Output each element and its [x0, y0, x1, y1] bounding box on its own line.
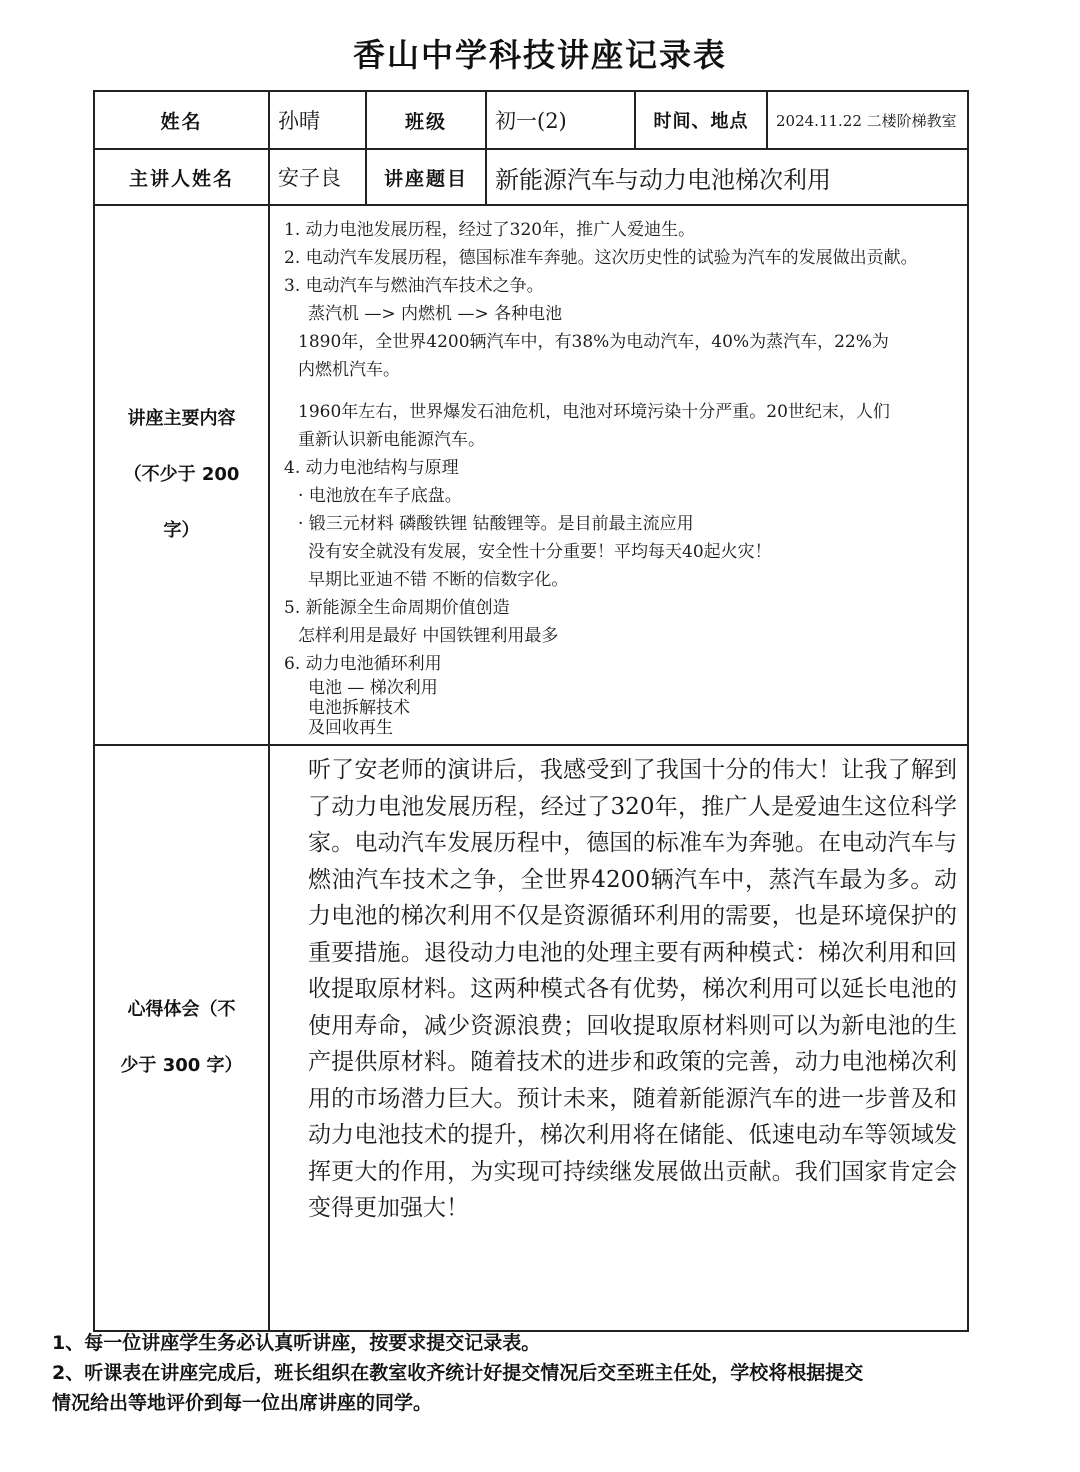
content-line: 5. 新能源全生命周期价值创造 — [284, 598, 510, 618]
reflection-label-cell — [94, 745, 269, 1331]
content-line: 3. 电动汽车与燃油汽车技术之争。 — [284, 276, 544, 296]
content-label: 讲座主要内容 （不少于 200 字） — [123, 408, 240, 541]
reflection-text: 听了安老师的演讲后，我感受到了我国十分的伟大！让我了解到了动力电池发展历程，经过了320年，推广人是爱迪生这位科学家。电动汽车发展历程中，德国的标准车为奔驰。在电动汽车与燃油汽车技术之争，全世界4200辆汽车中，蒸汽车最为多。动力电池的梯次利用不仅是资源循环利用的需要，也是环境保护的重要措施。退役动力电池的处理主要有两种模式：梯次利用和回收提取原材料。这两种模式各有优势，梯次利用可以延长电池的使用寿命，减少资源浪费；回收提取原材料则可以为新电池的生产提供原材料。随着技术的进步和政策的完善，动力电池梯次利用的市场潜力巨大。预计未来，随着新能源汽车的进一步普及和动力电池技术的提升，梯次利用将在储能、低速电动车等领域发挥更大的作用，为实现可持续继发展做出贡献。我们国家肯定会变得更加强大！ — [308, 757, 957, 1221]
content-line: 蒸汽机 —> 内燃机 —> 各种电池 — [308, 304, 563, 324]
content-line: 重新认识新电能源汽车。 — [298, 430, 485, 450]
footnote-2: 2、听课表在讲座完成后，班长组织在教室收齐统计好提交情况后交至班主任处，学校将根据提交 — [52, 1362, 864, 1384]
topic-value: 新能源汽车与动力电池梯次利用 — [486, 149, 968, 205]
speaker-label: 主讲人姓名 — [94, 149, 269, 205]
speaker-row — [94, 149, 968, 205]
content-row — [94, 205, 968, 745]
class-label: 班级 — [366, 91, 486, 149]
content-line: 4. 动力电池结构与原理 — [284, 458, 459, 478]
content-line: · 锻三元材料 磷酸铁锂 钴酸锂等。是目前最主流应用 — [298, 514, 694, 534]
content-line: 早期比亚迪不错 不断的信数字化。 — [308, 570, 569, 590]
time-place-value: 2024.11.22 二楼阶梯教室 — [767, 91, 968, 149]
speaker-value: 安子良 — [269, 149, 366, 205]
content-line: 电池 — 梯次利用 — [308, 678, 438, 698]
content-line: 内燃机汽车。 — [298, 360, 400, 380]
reflection-label: 心得体会（不 少于 300 字） — [120, 999, 243, 1076]
record-table — [93, 90, 969, 1332]
content-line: · 电池放在车子底盘。 — [298, 486, 462, 506]
reflection-row — [94, 745, 968, 1331]
footnotes — [52, 1328, 1042, 1418]
footnote-1: 1、每一位讲座学生务必认真听讲座，按要求提交记录表。 — [52, 1332, 541, 1354]
form-title: 香山中学科技讲座记录表 — [352, 36, 727, 74]
content-line: 1890年，全世界4200辆汽车中，有38%为电动汽车，40%为蒸汽车，22%为 — [298, 332, 889, 352]
content-line: 及回收再生 — [308, 718, 393, 738]
reflection-text-cell — [269, 745, 968, 1331]
class-value: 初一(2) — [486, 91, 635, 149]
info-row — [94, 91, 968, 149]
content-line: 2. 电动汽车发展历程，德国标准车奔驰。这次历史性的试验为汽车的发展做出贡献。 — [284, 248, 918, 268]
name-value: 孙晴 — [269, 91, 366, 149]
footnote-3: 情况给出等地评价到每一位出席讲座的同学。 — [52, 1392, 433, 1414]
content-notes — [269, 205, 968, 745]
topic-label: 讲座题目 — [366, 149, 486, 205]
name-label: 姓名 — [94, 91, 269, 149]
content-label-cell — [94, 205, 269, 745]
content-line: 没有安全就没有发展，安全性十分重要！平均每天40起火灾！ — [308, 542, 772, 562]
time-place-label: 时间、地点 — [635, 91, 767, 149]
content-line: 6. 动力电池循环利用 — [284, 654, 442, 674]
content-line: 1960年左右，世界爆发石油危机，电池对环境污染十分严重。20世纪末，人们 — [298, 402, 890, 422]
content-line: 电池拆解技术 — [308, 698, 410, 718]
content-line: 1. 动力电池发展历程，经过了320年，推广人爱迪生。 — [284, 220, 696, 240]
content-line: 怎样利用是最好 中国铁锂利用最多 — [298, 626, 559, 646]
